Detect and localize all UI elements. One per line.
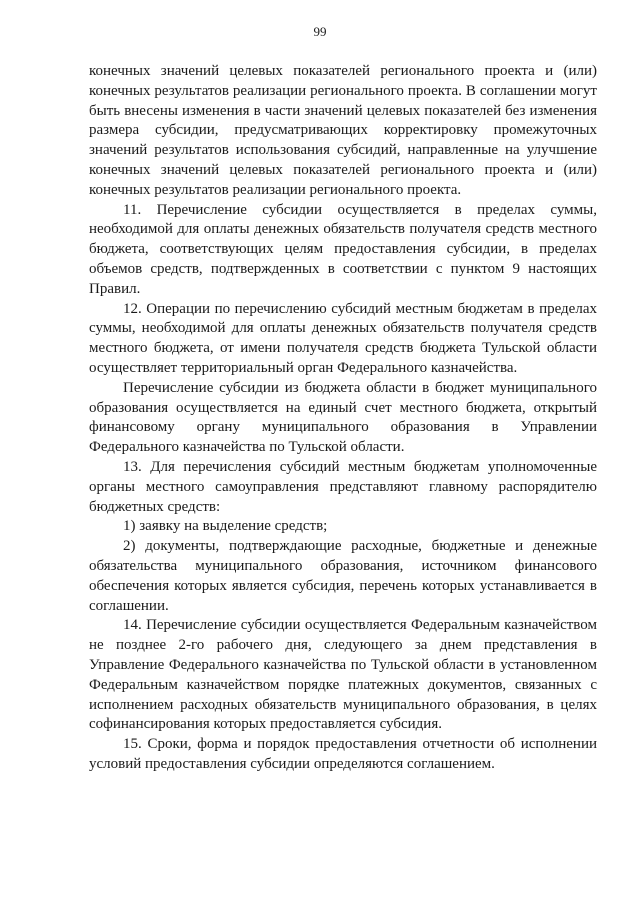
paragraph-item-15: 15. Сроки, форма и порядок предоставления отчетности об исполнении условий предоставления субсидии определяются соглашением.	[89, 736, 597, 772]
paragraph-transfer-account: Перечисление субсидии из бюджета области в бюджет муниципального образования осуществляется на единый счет местного бюджета, открытый финансовому органу муниципального образования в Управлении Федерального казначейства по Тульской области.	[89, 379, 597, 456]
paragraph-item-13: 13. Для перечисления субсидий местным бюджетам уполномоченные органы местного самоуправления представляют главному распорядителю бюджетных средств:	[89, 458, 597, 515]
paragraph-item-11: 11. Перечисление субсидии осуществляется в пределах суммы, необходимой для оплаты денежных обязательств получателя средств местного бюджета, соответствующих целям предоставления субсидии, в пределах объемов средств, подтвержденных в соответствии с пунктом 9 настоящих Правил.	[89, 201, 597, 297]
page-number: 99	[313, 24, 327, 39]
document-body	[89, 62, 597, 775]
paragraph-continuation: конечных значений целевых показателей регионального проекта и (или) конечных результатов реализации регионального проекта. В соглашении могут быть внесены изменения в части значений целевых показателей без изменения размера субсидии, предусматривающих корректировку промежуточных значений результатов использования субсидий, направленные на улучшение конечных значений целевых показателей регионального проекта и (или) конечных результатов реализации регионального проекта.	[89, 63, 597, 198]
paragraph-item-12: 12. Операции по перечислению субсидий местным бюджетам в пределах суммы, необходимой для оплаты денежных обязательств получателя средств местного бюджета, от имени получателя средств бюджета Тульской области осуществляет территориальный орган Федерального казначейства.	[89, 300, 597, 376]
paragraph-item-14: 14. Перечисление субсидии осуществляется Федеральным казначейством не позднее 2-го рабочего дня, следующего за днем представления в Управление Федерального казначейства по Тульской области в установленном Федеральным казначейством порядке платежных документов, связанных с исполнением расходных обязательств муниципального образования, в целях софинансирования которых предоставляется субсидия.	[89, 617, 597, 733]
paragraph-subitem-1: 1) заявку на выделение средств;	[123, 518, 328, 535]
paragraph-subitem-2: 2) документы, подтверждающие расходные, бюджетные и денежные обязательства муниципального образования, источником финансового обеспечения которых является субсидия, перечень которых устанавливается в соглашении.	[89, 538, 597, 614]
